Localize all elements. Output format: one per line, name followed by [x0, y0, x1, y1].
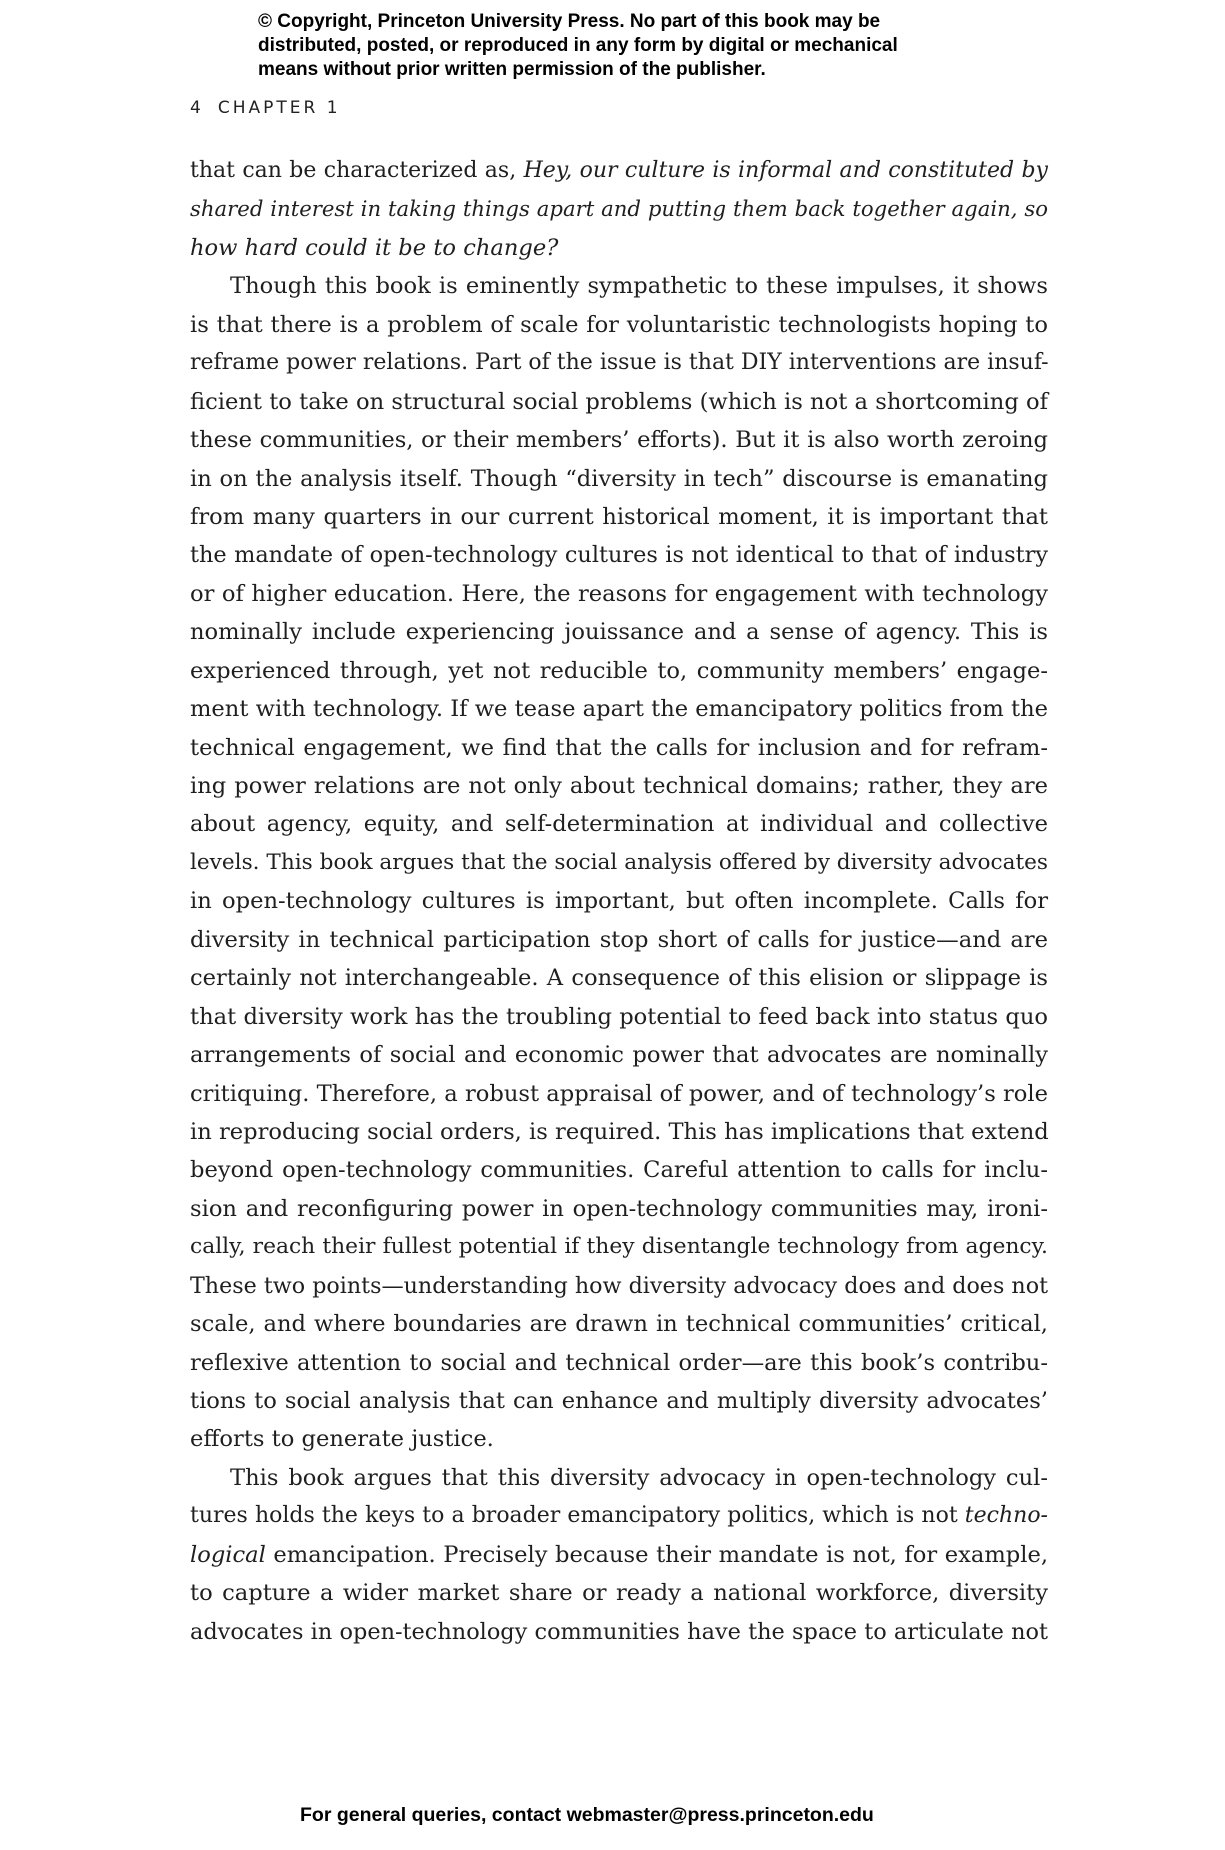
text-line [190, 460, 1048, 498]
text-line [190, 190, 1048, 228]
text-run: that diversity work has the troubling potential to feed back into status quo [190, 1003, 1048, 1030]
text-run: advocates in open-technology communities have the space to articulate not [190, 1618, 1048, 1645]
text-run: reflexive attention to social and technical order—are this book’s contribu- [190, 1349, 1048, 1376]
text-run: Though this book is eminently sympathetic to these impulses, it shows [230, 273, 1048, 300]
text-line [190, 613, 1048, 651]
text-run: that can be characterized as, [190, 158, 524, 183]
text-line [190, 1036, 1048, 1074]
text-run: these communities, or their members’ efforts). But it is also worth zeroing [190, 427, 1048, 454]
text-line [190, 267, 1048, 305]
text-line [190, 652, 1048, 690]
text-line [190, 383, 1048, 421]
text-run: or of higher education. Here, the reasons for engagement with technology [190, 580, 1048, 607]
italic-text: shared interest in taking things apart and putting them back together again, so [190, 196, 1048, 222]
text-line [190, 1190, 1048, 1228]
text-line [190, 1228, 1048, 1266]
text-run: sion and reconfiguring power in open-technology communities may, ironi- [190, 1195, 1048, 1222]
text-line [190, 1151, 1048, 1189]
text-line [190, 998, 1048, 1036]
text-run: to capture a wider market share or ready a national workforce, diversity [190, 1580, 1048, 1607]
text-run: in on the analysis itself. Though “diversity in tech” discourse is emanating [190, 465, 1048, 492]
text-run: critiquing. Therefore, a robust appraisal of power, and of technology’s role [190, 1080, 1048, 1107]
text-run: reframe power relations. Part of the issue is that DIY interventions are insuf- [190, 350, 1049, 376]
text-run: from many quarters in our current historical moment, it is important that [190, 503, 1048, 530]
text-line [190, 921, 1048, 959]
copyright-line: © Copyright, Princeton University Press. No part of this book may be [258, 11, 881, 32]
text-line [190, 1574, 1048, 1612]
text-line [190, 1305, 1048, 1343]
text-line [190, 536, 1048, 574]
text-run: cally, reach their fullest potential if they disentangle technology from agency. [190, 1234, 1048, 1260]
text-line [190, 1075, 1048, 1113]
text-run: levels. This book argues that the social analysis offered by diversity advocates [190, 849, 1048, 875]
text-run: in reproducing social orders, is required. This has implications that extend [190, 1118, 1049, 1145]
text-line [190, 959, 1048, 997]
italic-text: techno- [964, 1503, 1048, 1529]
text-line [190, 1267, 1048, 1305]
text-line [190, 344, 1048, 382]
text-line [190, 498, 1048, 536]
copyright-line: distributed, posted, or reproduced in any form by digital or mechanical [258, 35, 898, 56]
text-run: These two points—understanding how diversity advocacy does and does not [190, 1272, 1048, 1299]
copyright-line: means without prior written permission of the publisher. [258, 59, 766, 80]
body-text [190, 152, 1048, 1651]
text-line [190, 1613, 1048, 1651]
text-line [190, 729, 1048, 767]
text-run: certainly not interchangeable. A consequence of this elision or slippage is [190, 965, 1048, 992]
running-head [190, 98, 341, 118]
text-run: efforts to generate justice. [190, 1426, 494, 1453]
text-line [190, 1459, 1048, 1497]
text-line [190, 229, 1048, 267]
copyright-notice [258, 10, 978, 82]
text-line [190, 844, 1048, 882]
text-run: in open-technology cultures is important, but often incomplete. Calls for [190, 888, 1048, 915]
text-line [190, 1382, 1048, 1420]
text-run: ficient to take on structural social problems (which is not a shortcoming of [190, 388, 1048, 415]
text-line [190, 152, 1048, 190]
text-run: ing power relations are not only about technical domains; rather, they are [190, 773, 1048, 799]
text-run: diversity in technical participation stop short of calls for justice—and are [190, 926, 1048, 953]
text-run: tures holds the keys to a broader emancipatory politics, which is not [190, 1503, 965, 1529]
text-line [190, 421, 1048, 459]
text-line [190, 1536, 1048, 1574]
text-run: ment with technology. If we tease apart the emancipatory politics from the [190, 696, 1048, 723]
italic-text: how hard could it be to change? [190, 234, 559, 261]
text-line [190, 1344, 1048, 1382]
text-line [190, 767, 1048, 805]
text-run: technical engagement, we find that the calls for inclusion and for refram- [190, 734, 1048, 761]
text-run: experienced through, yet not reducible to, community members’ engage- [190, 657, 1048, 684]
page-number: 4 [190, 98, 204, 118]
text-line [190, 882, 1048, 920]
text-line [190, 1497, 1048, 1535]
footer-contact: For general queries, contact webmaster@press.princeton.edu [300, 1804, 874, 1826]
text-run: This book argues that this diversity advocacy in open-technology cul- [230, 1464, 1048, 1491]
text-run: emancipation. Precisely because their mandate is not, for example, [265, 1541, 1048, 1568]
text-line [190, 1420, 1048, 1458]
italic-text: logical [190, 1541, 266, 1568]
text-line [190, 690, 1048, 728]
italic-text: Hey, our culture is informal and constituted by [523, 158, 1048, 183]
text-run: tions to social analysis that can enhance and multiply diversity advocates’ [190, 1388, 1048, 1414]
text-run: is that there is a problem of scale for voluntaristic technologists hoping to [190, 311, 1048, 338]
text-run: beyond open-technology communities. Careful attention to calls for inclu- [190, 1157, 1048, 1184]
text-run: arrangements of social and economic power that advocates are nominally [190, 1042, 1048, 1069]
text-run: the mandate of open-technology cultures is not identical to that of industry [190, 542, 1048, 569]
text-line [190, 306, 1048, 344]
text-line [190, 1113, 1048, 1151]
text-line [190, 575, 1048, 613]
text-run: scale, and where boundaries are drawn in technical communities’ critical, [190, 1311, 1048, 1338]
text-run: nominally include experiencing jouissance and a sense of agency. This is [190, 619, 1048, 646]
chapter-label: CHAPTER 1 [217, 98, 341, 118]
text-line [190, 805, 1048, 843]
text-run: about agency, equity, and self-determination at individual and collective [190, 811, 1048, 838]
